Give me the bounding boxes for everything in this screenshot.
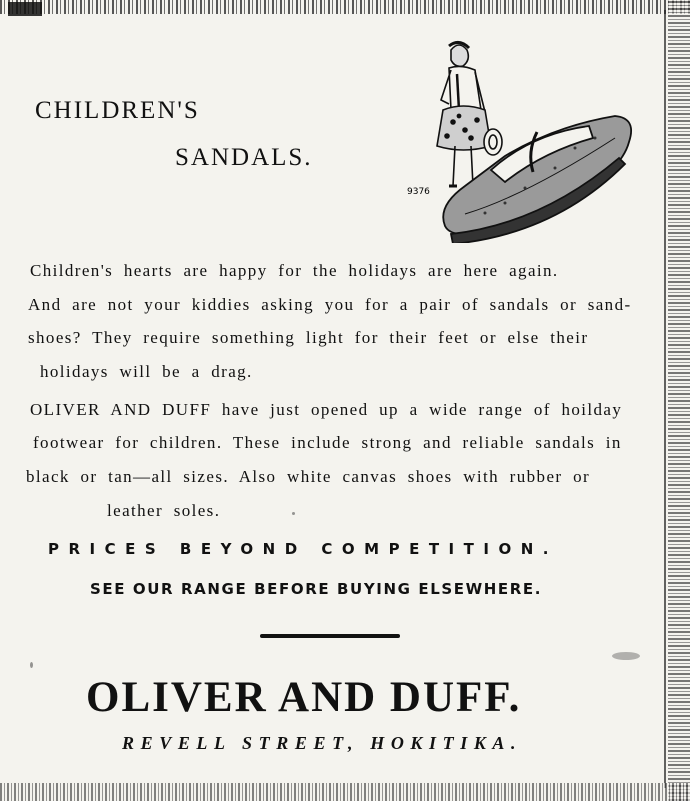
body-line-1: Children's hearts are happy for the holidays are here again. [30,261,559,280]
scan-edge-top [0,0,690,14]
shop-address: REVELL STREET, HOKITIKA. [122,733,523,753]
illustration-code-label: 9376 [407,187,430,197]
headline-line-1: CHILDREN'S [35,97,200,124]
body-line-4: holidays will be a drag. [40,362,253,381]
body-line-6: footwear for children. These include strong and reliable sandals in [33,433,622,452]
child-and-sandal-illustration-icon [405,38,635,243]
body-line-3: shoes? They require something light for their feet or else their [28,328,589,347]
shop-name: OLIVER AND DUFF. [86,674,522,721]
prices-slogan: PRICES BEYOND COMPETITION. [48,540,558,558]
body-line-7: black or tan—all sizes. Also white canvas shoes with rubber or [26,467,591,486]
divider-rule [260,634,400,638]
range-slogan: SEE OUR RANGE BEFORE BUYING ELSEWHERE. [90,580,543,598]
body-line-5: OLIVER AND DUFF have just opened up a wide range of hoilday [30,400,623,419]
scan-edge-right [668,0,690,801]
print-speck [612,652,640,660]
headline-line-2: SANDALS. [175,144,313,171]
body-line-8: leather soles. [107,501,221,520]
body-line-2: And are not your kiddies asking you for a pair of sandals or sand- [28,295,632,314]
print-speck [292,512,295,515]
scan-mark [8,2,42,16]
print-speck [30,662,33,668]
border-rule [664,10,666,788]
scan-edge-bottom [0,783,690,801]
